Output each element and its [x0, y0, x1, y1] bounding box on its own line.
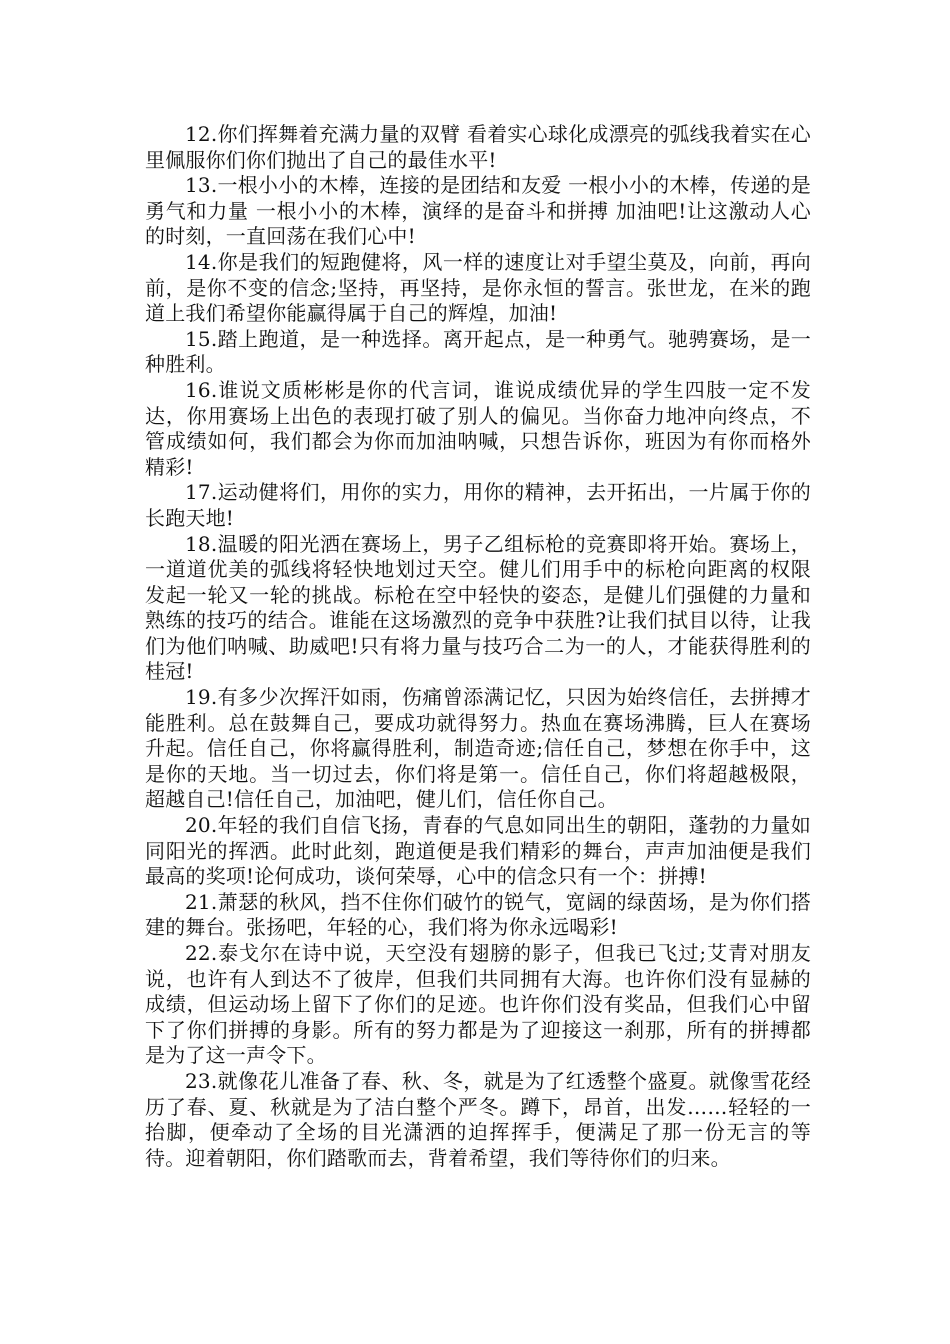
paragraph-19: 19.有多少次挥汗如雨，伤痛曾添满记忆，只因为始终信任，去拼搏才能胜利。总在鼓舞自己，要成功就得努力。热血在赛场沸腾，巨人在赛场升起。信任自己，你将赢得胜利，制造奇迹;信任自己，梦想在你手中，这是你的天地。当一切过去，你们将是第一。信任自己，你们将超越极限，超越自己!信任自己，加油吧，健儿们，信任你自己。: [145, 685, 811, 812]
paragraph-12: 12.你们挥舞着充满力量的双臂 看着实心球化成漂亮的弧线我着实在心里佩服你们你们抛出了自己的最佳水平!: [145, 122, 811, 172]
paragraph-16: 16.谁说文质彬彬是你的代言词，谁说成绩优异的学生四肢一定不发达，你用赛场上出色的表现打破了别人的偏见。当你奋力地冲向终点，不管成绩如何，我们都会为你而加油呐喊，只想告诉你，班因为有你而格外精彩!: [145, 377, 811, 479]
paragraph-20: 20.年轻的我们自信飞扬，青春的气息如同出生的朝阳，蓬勃的力量如同阳光的挥洒。此时此刻，跑道便是我们精彩的舞台，声声加油便是我们最高的奖项!论何成功，谈何荣辱，心中的信念只有一个：拼搏!: [145, 813, 811, 889]
paragraph-15: 15.踏上跑道，是一种选择。离开起点，是一种勇气。驰骋赛场，是一种胜利。: [145, 326, 811, 377]
paragraph-13: 13.一根小小的木棒，连接的是团结和友爱 一根小小的木棒，传递的是勇气和力量 一根小小的木棒，演绎的是奋斗和拼搏 加油吧!让这激动人心的时刻，一直回荡在我们心中!: [145, 173, 811, 249]
paragraph-14: 14.你是我们的短跑健将，风一样的速度让对手望尘莫及，向前，再向前，是你不变的信念;坚持，再坚持，是你永恒的誓言。张世龙，在米的跑道上我们希望你能赢得属于自己的辉煌，加油!: [145, 249, 811, 326]
paragraph-18: 18.温暖的阳光洒在赛场上，男子乙组标枪的竞赛即将开始。赛场上，一道道优美的弧线将轻快地划过天空。健儿们用手中的标枪向距离的权限发起一轮又一轮的挑战。标枪在空中轻快的姿态，是健儿们强健的力量和熟练的技巧的结合。谁能在这场激烈的竞争中获胜?让我们拭目以待，让我们为他们呐喊、助威吧!只有将力量与技巧合二为一的人，才能获得胜利的桂冠!: [145, 531, 811, 684]
paragraph-21: 21.萧瑟的秋风，挡不住你们破竹的锐气，宽阔的绿茵场，是为你们搭建的舞台。张扬吧，年轻的心，我们将为你永远喝彩!: [145, 889, 811, 940]
paragraph-22: 22.泰戈尔在诗中说，天空没有翅膀的影子，但我已飞过;艾青对朋友说，也许有人到达不了彼岸，但我们共同拥有大海。也许你们没有显赫的成绩，但运动场上留下了你们的足迹。也许你们没有奖品，但我们心中留下了你们拼搏的身影。所有的努力都是为了迎接这一刹那，所有的拼搏都是为了这一声令下。: [145, 941, 811, 1068]
paragraph-23: 23.就像花儿准备了春、秋、冬，就是为了红透整个盛夏。就像雪花经历了春、夏、秋就是为了洁白整个严冬。蹲下，昂首，出发……轻轻的一抬脚，便牵动了全场的目光潇洒的迫挥挥手，便满足了那一份无言的等待。迎着朝阳，你们踏歌而去，背着希望，我们等待你们的归来。: [145, 1068, 811, 1170]
paragraph-17: 17.运动健将们，用你的实力，用你的精神，去开拓出，一片属于你的长跑天地!: [145, 480, 811, 530]
document-page: [145, 122, 811, 1171]
